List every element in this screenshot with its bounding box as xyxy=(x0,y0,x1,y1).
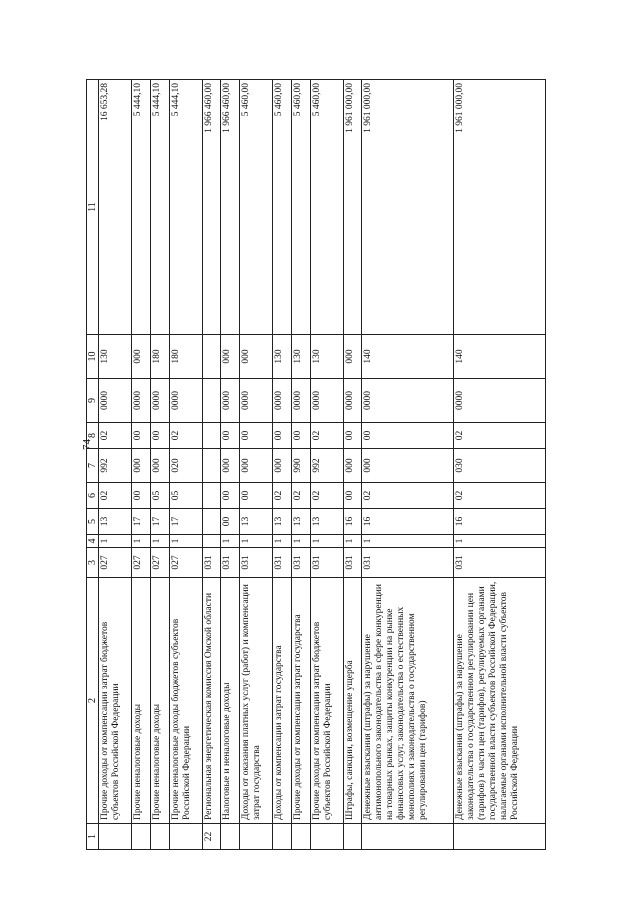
cell-row-number xyxy=(99,824,132,850)
cell-code-subgroup: 13 xyxy=(99,509,132,535)
cell-code-economic: 140 xyxy=(362,335,454,379)
cell-code-economic: 130 xyxy=(273,335,292,379)
cell-code-article: 00 xyxy=(240,483,273,509)
cell-amount: 5 444,10 xyxy=(132,80,151,335)
cell-code-economic: 000 xyxy=(240,335,273,379)
cell-code-subgroup: 00 xyxy=(221,509,240,535)
cell-amount: 1 961 000,00 xyxy=(454,80,546,335)
cell-code-element: 00 xyxy=(150,423,169,449)
cell-code-economic: 130 xyxy=(291,335,310,379)
cell-code-subgroup: 13 xyxy=(310,509,343,535)
cell-code-economic: 000 xyxy=(132,335,151,379)
table-row xyxy=(150,80,169,850)
cell-code-article: 02 xyxy=(454,483,546,509)
cell-code-article: 00 xyxy=(343,483,362,509)
cell-code-element: 00 xyxy=(273,423,292,449)
cell-code-subarticle: 000 xyxy=(343,449,362,483)
cell-code-subarticle: 990 xyxy=(291,449,310,483)
cell-admin-code: 031 xyxy=(240,548,273,578)
cell-amount: 5 460,00 xyxy=(310,80,343,335)
cell-description: Доходы от оказания платных услуг (работ) и компенсации затрат государства xyxy=(240,578,273,824)
cell-code-group: 1 xyxy=(454,535,546,548)
cell-amount: 5 460,00 xyxy=(291,80,310,335)
cell-code-element: 00 xyxy=(291,423,310,449)
cell-code-article xyxy=(202,483,221,509)
cell-code-group: 1 xyxy=(99,535,132,548)
cell-description: Денежные взыскания (штрафы) за нарушение законодательства о государственном регулировании цен (тарифов) в части цен (тарифов), регулируемых органами государственной власти субъектов Российской Федерации, налагаемые органами исполнительной власти субъектов Российской Федерации xyxy=(454,578,546,824)
cell-row-number xyxy=(273,824,292,850)
cell-code-program: 0000 xyxy=(132,379,151,423)
cell-admin-code: 031 xyxy=(310,548,343,578)
cell-code-article: 02 xyxy=(273,483,292,509)
table-row xyxy=(362,80,454,850)
cell-code-element: 00 xyxy=(362,423,454,449)
cell-code-group: 1 xyxy=(221,535,240,548)
cell-admin-code: 031 xyxy=(202,548,221,578)
cell-code-subarticle: 992 xyxy=(310,449,343,483)
cell-code-element: 02 xyxy=(310,423,343,449)
cell-code-subgroup: 16 xyxy=(362,509,454,535)
cell-code-article: 05 xyxy=(169,483,202,509)
cell-code-article: 02 xyxy=(310,483,343,509)
cell-code-article: 05 xyxy=(150,483,169,509)
cell-code-program: 0000 xyxy=(240,379,273,423)
cell-code-subarticle: 000 xyxy=(150,449,169,483)
cell-admin-code: 027 xyxy=(150,548,169,578)
cell-code-program: 0000 xyxy=(273,379,292,423)
rotated-page xyxy=(86,80,546,850)
cell-code-subarticle: 000 xyxy=(273,449,292,483)
table-row xyxy=(221,80,240,850)
header-row xyxy=(87,80,99,850)
cell-row-number xyxy=(362,824,454,850)
cell-code-group: 1 xyxy=(150,535,169,548)
cell-admin-code: 027 xyxy=(132,548,151,578)
cell-code-subgroup: 16 xyxy=(343,509,362,535)
cell-code-subgroup: 13 xyxy=(273,509,292,535)
cell-row-number: 22 xyxy=(202,824,221,850)
cell-description: Прочие доходы от компенсации затрат бюджетов субъектов Российской Федерации xyxy=(310,578,343,824)
header-cell: 6 xyxy=(87,483,99,509)
cell-code-economic: 180 xyxy=(169,335,202,379)
header-cell: 11 xyxy=(87,80,99,335)
cell-code-group: 1 xyxy=(273,535,292,548)
header-cell: 1 xyxy=(87,824,99,850)
cell-code-element: 02 xyxy=(169,423,202,449)
cell-code-element: 00 xyxy=(132,423,151,449)
cell-description: Прочие неналоговые доходы бюджетов субъектов Российской Федерации xyxy=(169,578,202,824)
header-cell: 10 xyxy=(87,335,99,379)
cell-amount: 5 444,10 xyxy=(150,80,169,335)
cell-code-program: 0000 xyxy=(169,379,202,423)
header-cell: 7 xyxy=(87,449,99,483)
cell-amount: 5 460,00 xyxy=(240,80,273,335)
cell-row-number xyxy=(240,824,273,850)
cell-code-subarticle xyxy=(202,449,221,483)
cell-description: Денежные взыскания (штрафы) за нарушение антимонопольного законодательства в сфере конкуренции на товарных рынках, защиты конкуренции на рынке финансовых услуг, законодательства о естественных монополиях и законодательства о государственном регулировании цен (тарифов) xyxy=(362,578,454,824)
cell-admin-code: 031 xyxy=(454,548,546,578)
cell-code-element: 00 xyxy=(221,423,240,449)
cell-code-element: 02 xyxy=(454,423,546,449)
cell-amount: 1 961 000,00 xyxy=(343,80,362,335)
cell-code-program: 0000 xyxy=(362,379,454,423)
cell-row-number xyxy=(454,824,546,850)
cell-description: Доходы от компенсации затрат государства xyxy=(273,578,292,824)
cell-row-number xyxy=(150,824,169,850)
cell-code-subgroup: 13 xyxy=(291,509,310,535)
cell-admin-code: 031 xyxy=(362,548,454,578)
cell-code-subarticle: 000 xyxy=(132,449,151,483)
cell-code-article: 00 xyxy=(132,483,151,509)
cell-amount: 1 961 000,00 xyxy=(362,80,454,335)
cell-amount: 1 966 460,00 xyxy=(221,80,240,335)
cell-code-article: 00 xyxy=(221,483,240,509)
cell-row-number xyxy=(310,824,343,850)
cell-code-subgroup: 13 xyxy=(240,509,273,535)
cell-code-subarticle: 020 xyxy=(169,449,202,483)
cell-code-program: 0000 xyxy=(99,379,132,423)
cell-code-group: 1 xyxy=(240,535,273,548)
cell-code-element: 02 xyxy=(99,423,132,449)
table-row xyxy=(273,80,292,850)
header-cell: 2 xyxy=(87,578,99,824)
cell-code-economic xyxy=(202,335,221,379)
cell-code-economic: 130 xyxy=(310,335,343,379)
cell-code-article: 02 xyxy=(291,483,310,509)
cell-code-program: 0000 xyxy=(454,379,546,423)
cell-row-number xyxy=(221,824,240,850)
cell-description: Прочие доходы от компенсации затрат государства xyxy=(291,578,310,824)
cell-code-program xyxy=(202,379,221,423)
cell-code-subarticle: 000 xyxy=(362,449,454,483)
table-row xyxy=(454,80,546,850)
cell-code-subgroup: 16 xyxy=(454,509,546,535)
header-cell: 3 xyxy=(87,548,99,578)
cell-description: Штрафы, санкции, возмещение ущерба xyxy=(343,578,362,824)
cell-admin-code: 031 xyxy=(291,548,310,578)
cell-code-economic: 000 xyxy=(343,335,362,379)
table-row xyxy=(99,80,132,850)
table-row xyxy=(202,80,221,850)
cell-code-program: 0000 xyxy=(310,379,343,423)
cell-amount: 5 444,10 xyxy=(169,80,202,335)
cell-description: Прочие неналоговые доходы xyxy=(150,578,169,824)
cell-admin-code: 031 xyxy=(343,548,362,578)
header-cell: 8 xyxy=(87,423,99,449)
cell-row-number xyxy=(169,824,202,850)
cell-code-group: 1 xyxy=(343,535,362,548)
cell-code-group xyxy=(202,535,221,548)
cell-admin-code: 027 xyxy=(99,548,132,578)
cell-amount: 16 653,28 xyxy=(99,80,132,335)
cell-code-economic: 000 xyxy=(221,335,240,379)
cell-code-subarticle: 000 xyxy=(221,449,240,483)
table-row xyxy=(169,80,202,850)
cell-code-subgroup: 17 xyxy=(132,509,151,535)
cell-code-group: 1 xyxy=(291,535,310,548)
cell-amount: 1 966 460,00 xyxy=(202,80,221,335)
cell-amount: 5 460,00 xyxy=(273,80,292,335)
table-row xyxy=(240,80,273,850)
cell-code-element: 00 xyxy=(343,423,362,449)
cell-code-economic: 180 xyxy=(150,335,169,379)
cell-code-subarticle: 000 xyxy=(240,449,273,483)
cell-code-article: 02 xyxy=(362,483,454,509)
cell-code-group: 1 xyxy=(310,535,343,548)
cell-code-article: 02 xyxy=(99,483,132,509)
cell-code-economic: 140 xyxy=(454,335,546,379)
cell-code-program: 0000 xyxy=(291,379,310,423)
cell-code-group: 1 xyxy=(132,535,151,548)
table-row xyxy=(291,80,310,850)
page-number: 74 xyxy=(81,439,93,450)
cell-code-element xyxy=(202,423,221,449)
cell-row-number xyxy=(291,824,310,850)
cell-code-group: 1 xyxy=(169,535,202,548)
cell-code-program: 0000 xyxy=(343,379,362,423)
cell-row-number xyxy=(132,824,151,850)
cell-code-subgroup: 17 xyxy=(150,509,169,535)
cell-code-program: 0000 xyxy=(221,379,240,423)
cell-admin-code: 031 xyxy=(273,548,292,578)
header-cell: 5 xyxy=(87,509,99,535)
cell-code-group: 1 xyxy=(362,535,454,548)
cell-code-subgroup xyxy=(202,509,221,535)
cell-code-subgroup: 17 xyxy=(169,509,202,535)
cell-description: Региональная энергетическая комиссия Омской области xyxy=(202,578,221,824)
table-row xyxy=(132,80,151,850)
cell-description: Налоговые и неналоговые доходы xyxy=(221,578,240,824)
cell-description: Прочие неналоговые доходы xyxy=(132,578,151,824)
cell-code-program: 0000 xyxy=(150,379,169,423)
header-cell: 9 xyxy=(87,379,99,423)
cell-code-element: 00 xyxy=(240,423,273,449)
cell-code-subarticle: 030 xyxy=(454,449,546,483)
cell-admin-code: 031 xyxy=(221,548,240,578)
budget-table xyxy=(86,79,546,850)
header-cell: 4 xyxy=(87,535,99,548)
table-row xyxy=(343,80,362,850)
cell-description: Прочие доходы от компенсации затрат бюджетов субъектов Российской Федерации xyxy=(99,578,132,824)
cell-row-number xyxy=(343,824,362,850)
cell-code-economic: 130 xyxy=(99,335,132,379)
table-row xyxy=(310,80,343,850)
cell-code-subarticle: 992 xyxy=(99,449,132,483)
cell-admin-code: 027 xyxy=(169,548,202,578)
